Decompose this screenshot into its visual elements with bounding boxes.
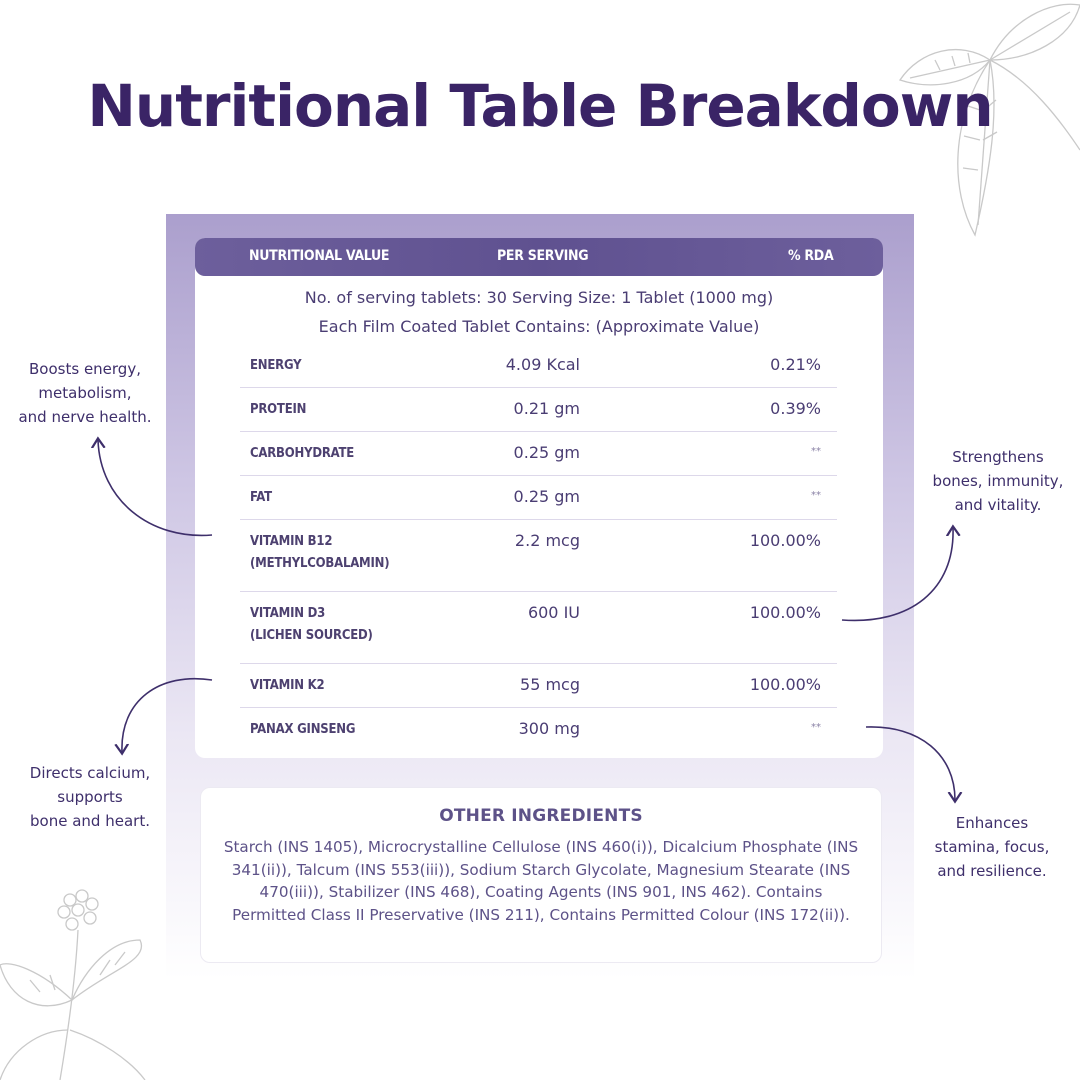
- header-nutritional-value: NUTRITIONAL VALUE: [249, 248, 390, 264]
- contains-line: Each Film Coated Tablet Contains: (Approximate Value): [318, 317, 760, 336]
- row-per-serving: 0.25 gm: [513, 487, 580, 506]
- row-name-sub: (METHYLCOBALAMIN): [250, 556, 390, 571]
- row-name: VITAMIN K2: [250, 678, 325, 693]
- row-rda: 0.21%: [770, 355, 821, 374]
- row-name: CARBOHYDRATE: [250, 446, 355, 461]
- header-rda: % RDA: [788, 248, 834, 264]
- row-name-sub: (LICHEN SOURCED): [250, 628, 373, 643]
- row-per-serving: 2.2 mcg: [514, 531, 580, 550]
- row-rda: **: [811, 490, 821, 501]
- row-name: VITAMIN B12: [250, 534, 333, 549]
- row-rda: 100.00%: [749, 603, 821, 622]
- row-rda: 0.39%: [770, 399, 821, 418]
- row-rda: **: [811, 446, 821, 457]
- row-name: VITAMIN D3: [250, 606, 326, 621]
- row-per-serving: 4.09 Kcal: [505, 355, 580, 374]
- callout-energy: Boosts energy, metabolism, and nerve health.: [18, 360, 152, 426]
- row-name: PROTEIN: [250, 402, 307, 417]
- callout-strength: Strengthens bones, immunity, and vitality.: [932, 448, 1064, 514]
- header-per-serving: PER SERVING: [497, 248, 589, 264]
- row-rda: 100.00%: [749, 675, 821, 694]
- page-title: Nutritional Table Breakdown: [87, 72, 993, 140]
- other-ingredients-heading: OTHER INGREDIENTS: [439, 806, 643, 826]
- curved-arrow-icon: [842, 528, 953, 620]
- curved-arrow-icon: [98, 440, 212, 535]
- callout-calcium: Directs calcium, supports bone and heart.: [29, 764, 151, 830]
- row-name: ENERGY: [250, 358, 302, 373]
- curved-arrow-icon: [866, 727, 955, 800]
- row-per-serving: 600 IU: [527, 603, 580, 622]
- row-per-serving: 0.25 gm: [513, 443, 580, 462]
- row-rda: **: [811, 722, 821, 733]
- row-name: FAT: [250, 490, 272, 505]
- callout-stamina: Enhances stamina, focus, and resilience.: [934, 814, 1050, 880]
- curved-arrow-icon: [122, 679, 212, 752]
- other-ingredients-text: Starch (INS 1405), Microcrystalline Cellulose (INS 460(i)), Dicalcium Phosphate (INS 341(ii)), Talcum (INS 553(iii)), Sodium Starch Glycolate, Magnesium Stearate (INS 470(iii)), Stabilizer (INS 468), Coating Agents (INS 901, INS 462). Contains Permitted Class II Preservative (INS 211), Contains Permitted Colour (INS 172(ii)).: [223, 838, 859, 924]
- servings-line: No. of serving tablets: 30 Serving Size: 1 Tablet (1000 mg): [304, 288, 774, 307]
- row-per-serving: 55 mcg: [520, 675, 580, 694]
- row-per-serving: 300 mg: [518, 719, 580, 738]
- row-per-serving: 0.21 gm: [513, 399, 580, 418]
- row-rda: 100.00%: [749, 531, 821, 550]
- row-name: PANAX GINSENG: [250, 722, 356, 737]
